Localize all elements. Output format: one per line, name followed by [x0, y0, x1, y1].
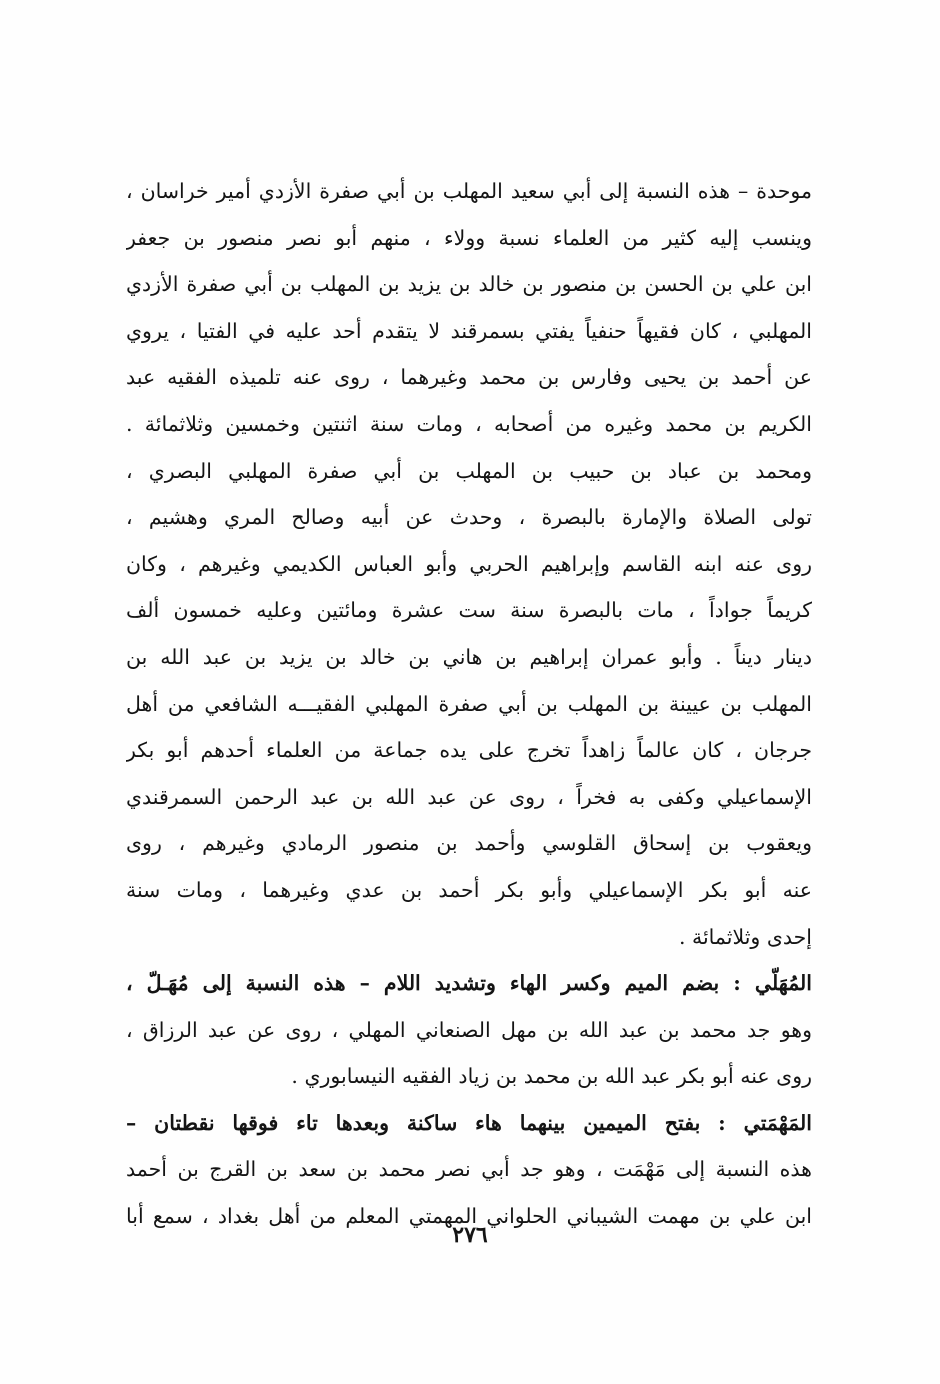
text-line: ابن علي بن الحسن بن منصور بن خالد بن يزيد بن المهلب بن أبي صفرة الأزدي	[126, 272, 812, 297]
text-line: ويعقوب بن إسحاق القلوسي وأحمد بن منصور الرمادي وغيرهم ، روى	[126, 831, 812, 856]
text-line: إحدى وثلاثمائة .	[678, 924, 812, 949]
text-line: الإسماعيلي وكفى به فخراً ، روى عن عبد الله بن عبد الرحمن السمرقندي	[126, 784, 812, 809]
text-line: ومحمد بن عباد بن حبيب بن المهلب بن أبي صفرة المهلبي البصري ،	[126, 458, 812, 483]
text-line: المهلبي ، كان فقيهاً حنفياً يفتي بسمرقند لا يتقدم أحد عليه في الفتيا ، يروي	[126, 318, 812, 343]
text-line: الكريم بن محمد وغيره من أصحابه ، ومات سنة اثنتين وخمسين وثلاثمائة .	[126, 411, 812, 436]
text-line: وينسب إليه كثير من العلماء نسبة وولاء ، منهم أبو نصر منصور بن جعفر	[126, 225, 812, 250]
text-line: عنه أبو بكر الإسماعيلي وأبو بكر أحمد بن عدي وغيرهما ، ومات سنة	[126, 877, 812, 902]
page-number: ٢٧٦	[452, 1222, 488, 1248]
entry-line-muhalli: المُهَلّي : بضم الميم وكسر الهاء وتشديد اللام – هذه النسبة إلى مُهَـلّ ،	[126, 971, 812, 996]
text-line: كريماً جواداً ، مات بالبصرة سنة ست عشرة ومائتين وعليه خمسون ألف	[126, 598, 812, 623]
entry-line-mahmati: المَهْمَتي : بفتح الميمين بينهما هاء ساكنة وبعدها تاء فوقها نقطتان –	[126, 1110, 812, 1135]
text-line: عن أحمد بن يحيى وفارس بن محمد وغيرهما ، روى عنه تلميذه الفقيه عبد	[126, 365, 812, 390]
text-line: روى عنه أبو بكر عبد الله بن محمد بن زياد الفقيه النيسابوري .	[291, 1064, 812, 1089]
text-line: موحدة – هذه النسبة إلى أبي سعيد المهلب بن أبي صفرة الأزدي أمير خراسان ،	[126, 179, 812, 203]
text-line: روى عنه ابنه القاسم وإبراهيم الحربي وأبو العباس الكديمي وغيرهم ، وكان	[126, 551, 812, 576]
text-line: المهلب بن عيينة بن المهلب بن أبي صفرة المهلبي الفقيـــه الشافعي من أهل	[126, 691, 812, 716]
text-line: دينار ديناً . وأبو عمران إبراهيم بن هاني بن خالد بن يزيد بن عبد الله بن	[126, 644, 812, 669]
text-line: جرجان ، كان عالماً زاهداً تخرج على يده جماعة من العلماء أحدهم أبو بكر	[126, 738, 812, 763]
text-line: ابن علي بن مهمت الشيباني الحلواني المهمتي المعلم من أهل بغداد ، سمع أبا	[126, 1204, 812, 1229]
text-line: وهو جد محمد بن عبد الله بن مهل الصنعاني المهلي ، روى عن عبد الرزاق ،	[126, 1017, 812, 1042]
text-line: هذه النسبة إلى مَهْمَت ، وهو جد أبي نصر محمد بن سعد بن القرج بن أحمد	[126, 1157, 812, 1182]
body-text	[126, 168, 812, 1240]
text-line: تولى الصلاة والإمارة بالبصرة ، وحدث عن أبيه وصالح المري وهشيم ،	[126, 505, 812, 530]
